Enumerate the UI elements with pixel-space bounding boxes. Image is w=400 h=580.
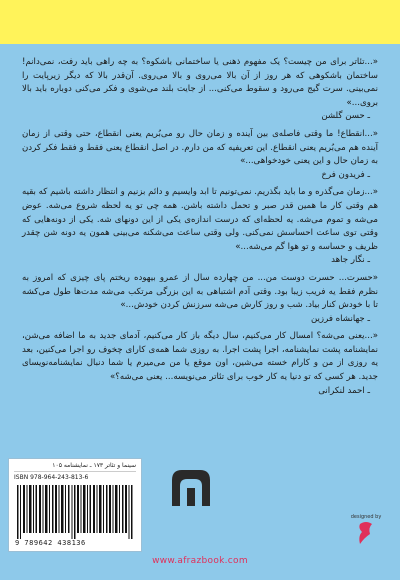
barcode-panel (8, 458, 142, 552)
publisher-website: www.afrazbook.com (152, 556, 248, 566)
quote-text: «...یعنی می‌شه؟ امسال کار می‌کنیم، سال دیگه باز کار می‌کنیم، آدمای جدید به ما اضافه می‌شن، نمایشنامه پشت نمایشنامه، اجرا پشت اجرا. به روزی شما همه‌ی کارای چخوف رو اجرا می‌کنین، بعد یه روزی از من و کارام خسته می‌شین، اون موقع یا من می‌میرم یا شما دنبال نمایشنامه‌نویسای جدید. هر کسی که تو دنیا یه کار خوب برای تئاتر می‌نویسه... یعنی می‌شه؟» (22, 331, 378, 383)
quote-text: «...انقطاع! ما وقتی فاصله‌ی بین آینده و زمان حال رو می‌بُریم یعنی انقطاع، حتی وقتی از زمان آینده هم می‌بُریم یعنی انقطاع. این تعریفیه که من دارم. در اصل انقطاع یعنی فقط و فقط فکر کردن به زمان حال و این یعنی خودخواهی...» (22, 128, 378, 167)
quote-author: ـ نگار جاهد (331, 255, 370, 266)
barcode-icon (17, 485, 133, 539)
quote-author: ـ حسن گلشن (321, 111, 370, 122)
quote-author: ـ احمد لنکرانی (318, 385, 370, 396)
quote-text: «حسرت... حسرت دوست من... من چهارده سال از عمرو بیهوده ریختم پای چیزی که امروز به نظرم فقط یه فریب زیبا بود. وقتی آدم اشتباهی به این بزرگی مرتکب می‌شه مدت‌ها طول می‌کشه تا با خودش کنار بیاد. شب و روز کارش می‌شه سرزنش کردن خودش...» (22, 272, 378, 311)
publisher-logo-icon (168, 466, 214, 510)
yellow-top-band (0, 0, 400, 44)
quote-author: ـ فریدون فرخ (321, 169, 370, 180)
barcode-digits: 9 789642 438136 (15, 539, 86, 547)
quote-text: «...زمان می‌گذره و ما باید بگذریم. نمی‌تونیم تا ابد وایسیم و دائم بزنیم و انتظار داشته باشیم که بقیه هم وقتی کار ما همین قدر صبر و تحمل داشته باشن. همه چی تو یه لحظه شروع می‌شه. عوض می‌شه و تموم می‌شه. یه لحظه‌ای که درست اندازه‌ی یکی از این دونهای شه. یکی از دونه‌هایی که وقتی توی ساعت احساسش نمی‌کنی. ولی وقتی ساعت می‌شکنه می‌بینی همون یه دونه شن چقدر ظریف و حساسه و تو هوا گم می‌شه...» (22, 187, 378, 252)
designed-by-label: designed by (350, 514, 382, 520)
quote-block (22, 186, 378, 268)
back-cover-footer (0, 454, 400, 580)
back-cover-quotes (22, 56, 378, 402)
quote-author: ـ جهانشاه فرزین (311, 313, 370, 324)
series-line: سینما و تئاتر ۱۷۳ ـ نمایشنامه ۱۰۵ (14, 462, 136, 472)
designer-logo-icon (346, 510, 386, 550)
quote-block (22, 272, 378, 326)
quote-block (22, 330, 378, 398)
quote-block (22, 128, 378, 182)
isbn-text: ISBN 978-964-243-813-6 (14, 474, 89, 481)
quote-text: «...تئاتر برای من چیست؟ یک مفهوم ذهنی یا ساختمانی باشکوه؟ به چه راهی باید رفت، نمی‌دانم! ساختمان باشکوهی که هر روز از آن بالا می‌روی و بالا می‌روی. آن‌قدر بالا که دیگر زیرپایت را نمی‌بینی. سرت گیج می‌رود و سقوط می‌کنی... از جایت بلند می‌شوی و فکر می‌کنی دوباره باید بالا بروی...» (22, 57, 378, 108)
quote-block (22, 56, 378, 124)
